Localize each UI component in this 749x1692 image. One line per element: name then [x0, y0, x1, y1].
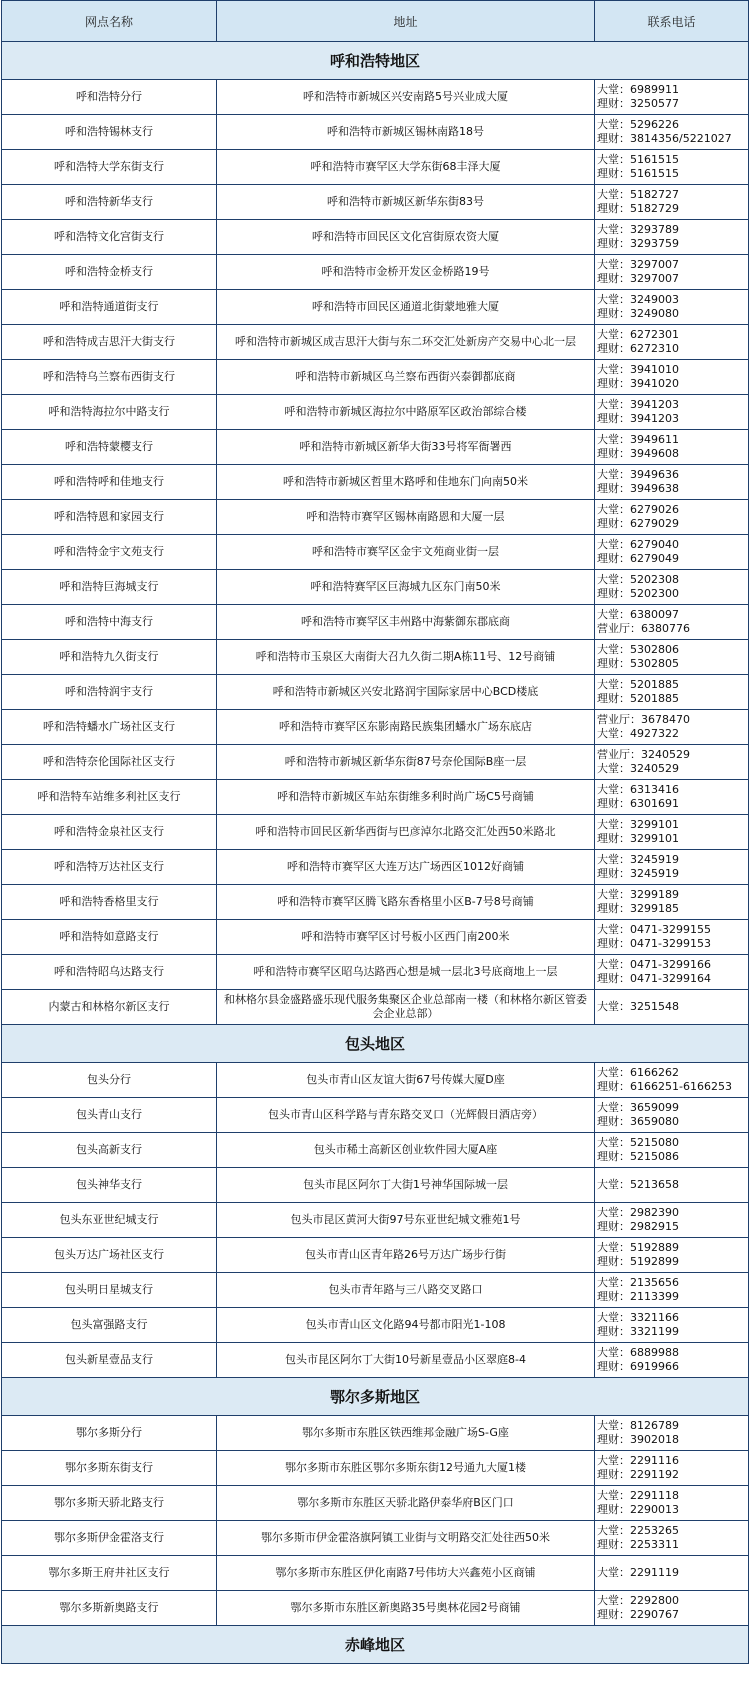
branch-address: 呼和浩特市新城区兴安北路润宇国际家居中心BCD楼底 [217, 675, 595, 710]
table-row [2, 745, 749, 780]
phone-line: 大堂：6279040 [597, 538, 679, 551]
branch-phone [595, 850, 749, 885]
phone-line: 大堂：3245919 [597, 853, 679, 866]
branch-name: 内蒙古和林格尔新区支行 [2, 990, 217, 1025]
branch-address: 包头市昆区阿尔丁大街1号神华国际城一层 [217, 1168, 595, 1203]
phone-line: 大堂：5182727 [597, 188, 679, 201]
branch-phone [595, 885, 749, 920]
table-row [2, 710, 749, 745]
branch-name: 呼和浩特蟠水广场社区支行 [2, 710, 217, 745]
phone-line: 理财：3249080 [597, 307, 679, 320]
branch-address: 包头市青山区青年路26号万达广场步行街 [217, 1238, 595, 1273]
branch-phone [595, 255, 749, 290]
region-title: 呼和浩特地区 [2, 42, 749, 80]
branch-name: 呼和浩特呼和佳地支行 [2, 465, 217, 500]
branch-address: 鄂尔多斯市伊金霍洛旗阿镇工业街与文明路交汇处往西50米 [217, 1521, 595, 1556]
branch-phone [595, 1521, 749, 1556]
phone-line: 大堂：3941203 [597, 398, 679, 411]
branch-name: 呼和浩特车站维多利社区支行 [2, 780, 217, 815]
table-row [2, 1133, 749, 1168]
branch-phone [595, 920, 749, 955]
phone-line: 理财：0471-3299164 [597, 972, 711, 985]
phone-line: 理财：0471-3299153 [597, 937, 711, 950]
table-row [2, 850, 749, 885]
branch-address: 呼和浩特市赛罕区大学东街68丰泽大厦 [217, 150, 595, 185]
table-row [2, 815, 749, 850]
branch-name: 鄂尔多斯王府井社区支行 [2, 1556, 217, 1591]
branch-name: 呼和浩特海拉尔中路支行 [2, 395, 217, 430]
region-row [2, 42, 749, 80]
phone-line: 大堂：3321166 [597, 1311, 679, 1324]
phone-line: 大堂：2292800 [597, 1594, 679, 1607]
table-row [2, 1063, 749, 1098]
phone-line: 大堂：3949611 [597, 433, 679, 446]
branch-name: 包头新星壹品支行 [2, 1343, 217, 1378]
branch-phone [595, 1098, 749, 1133]
branch-address: 包头市青山区友谊大街67号传媒大厦D座 [217, 1063, 595, 1098]
branch-name: 呼和浩特香格里支行 [2, 885, 217, 920]
region-row [2, 1626, 749, 1664]
branch-name: 呼和浩特大学东街支行 [2, 150, 217, 185]
branch-name: 鄂尔多斯伊金霍洛支行 [2, 1521, 217, 1556]
phone-line: 理财：6279029 [597, 517, 679, 530]
region-title: 包头地区 [2, 1025, 749, 1063]
branch-table [1, 0, 749, 1664]
phone-line: 营业厅：6380776 [597, 622, 690, 635]
phone-line: 大堂：2291118 [597, 1489, 679, 1502]
table-row [2, 1451, 749, 1486]
table-row [2, 780, 749, 815]
header-row [2, 1, 749, 42]
phone-line: 理财：6279049 [597, 552, 679, 565]
branch-phone [595, 745, 749, 780]
region-row [2, 1025, 749, 1063]
branch-address: 包头市青山区文化路94号都市阳光1-108 [217, 1308, 595, 1343]
branch-address: 呼和浩特市玉泉区大南街大召九久街二期A栋11号、12号商铺 [217, 640, 595, 675]
branch-address: 呼和浩特市回民区新华西街与巴彦淖尔北路交汇处西50米路北 [217, 815, 595, 850]
branch-phone [595, 1203, 749, 1238]
branch-name: 鄂尔多斯新奥路支行 [2, 1591, 217, 1626]
phone-line: 大堂：5192889 [597, 1241, 679, 1254]
branch-phone [595, 115, 749, 150]
phone-line: 理财：3293759 [597, 237, 679, 250]
branch-phone [595, 1486, 749, 1521]
branch-name: 呼和浩特蒙樱支行 [2, 430, 217, 465]
table-row [2, 1273, 749, 1308]
phone-line: 大堂：5213658 [597, 1178, 679, 1191]
branch-name: 包头东亚世纪城支行 [2, 1203, 217, 1238]
phone-line: 大堂：3297007 [597, 258, 679, 271]
phone-line: 理财：3902018 [597, 1433, 679, 1446]
table-row [2, 325, 749, 360]
phone-line: 大堂：2135656 [597, 1276, 679, 1289]
phone-line: 理财：3250577 [597, 97, 679, 110]
branch-phone [595, 990, 749, 1025]
branch-name: 鄂尔多斯东街支行 [2, 1451, 217, 1486]
branch-phone [595, 1273, 749, 1308]
branch-phone [595, 1556, 749, 1591]
branch-address: 和林格尔县金盛路盛乐现代服务集聚区企业总部南一楼（和林格尔新区管委会企业总部） [217, 990, 595, 1025]
phone-line: 理财：3941203 [597, 412, 679, 425]
table-row [2, 430, 749, 465]
phone-line: 理财：6272310 [597, 342, 679, 355]
branch-phone [595, 535, 749, 570]
branch-address: 呼和浩特市新城区乌兰察布西街兴泰御都底商 [217, 360, 595, 395]
phone-line: 理财：3949638 [597, 482, 679, 495]
table-row [2, 255, 749, 290]
branch-phone [595, 80, 749, 115]
phone-line: 大堂：0471-3299155 [597, 923, 711, 936]
branch-name: 包头万达广场社区支行 [2, 1238, 217, 1273]
table-row [2, 1556, 749, 1591]
table-row [2, 1168, 749, 1203]
branch-name: 呼和浩特万达社区支行 [2, 850, 217, 885]
branch-address: 呼和浩特市新城区兴安南路5号兴业成大厦 [217, 80, 595, 115]
branch-phone [595, 500, 749, 535]
phone-line: 大堂：5161515 [597, 153, 679, 166]
branch-name: 包头青山支行 [2, 1098, 217, 1133]
phone-line: 理财：2290013 [597, 1503, 679, 1516]
branch-name: 呼和浩特润宇支行 [2, 675, 217, 710]
branch-address: 鄂尔多斯市东胜区新奥路35号奥林花园2号商铺 [217, 1591, 595, 1626]
phone-line: 理财：3299185 [597, 902, 679, 915]
table-row [2, 1203, 749, 1238]
phone-line: 大堂：4927322 [597, 727, 679, 740]
table-row [2, 80, 749, 115]
table-row [2, 185, 749, 220]
phone-line: 大堂：5296226 [597, 118, 679, 131]
phone-line: 理财：5201885 [597, 692, 679, 705]
table-row [2, 535, 749, 570]
table-row [2, 885, 749, 920]
phone-line: 理财：6919966 [597, 1360, 679, 1373]
phone-line: 大堂：5215080 [597, 1136, 679, 1149]
branch-name: 呼和浩特锡林支行 [2, 115, 217, 150]
branch-address: 鄂尔多斯市东胜区鄂尔多斯东街12号通九大厦1楼 [217, 1451, 595, 1486]
phone-line: 大堂：6989911 [597, 83, 679, 96]
branch-address: 呼和浩特赛罕区巨海城九区东门南50米 [217, 570, 595, 605]
branch-address: 呼和浩特市新城区海拉尔中路原军区政治部综合楼 [217, 395, 595, 430]
phone-line: 大堂：2253265 [597, 1524, 679, 1537]
phone-line: 大堂：2291119 [597, 1566, 679, 1579]
phone-line: 理财：2113399 [597, 1290, 679, 1303]
branch-address: 呼和浩特市赛罕区腾飞路东香格里小区B-7号8号商铺 [217, 885, 595, 920]
branch-phone [595, 290, 749, 325]
phone-line: 大堂：6380097 [597, 608, 679, 621]
branch-name: 鄂尔多斯分行 [2, 1416, 217, 1451]
branch-phone [595, 1416, 749, 1451]
table-row [2, 1486, 749, 1521]
branch-phone [595, 1063, 749, 1098]
branch-phone [595, 780, 749, 815]
phone-line: 理财：5215086 [597, 1150, 679, 1163]
branch-name: 呼和浩特金宇文苑支行 [2, 535, 217, 570]
branch-phone [595, 1133, 749, 1168]
branch-phone [595, 570, 749, 605]
table-row [2, 1098, 749, 1133]
branch-phone [595, 1451, 749, 1486]
branch-name: 呼和浩特乌兰察布西街支行 [2, 360, 217, 395]
region-row [2, 1378, 749, 1416]
table-row [2, 220, 749, 255]
branch-address: 呼和浩特市新城区新华大街33号将军衙署西 [217, 430, 595, 465]
region-title: 鄂尔多斯地区 [2, 1378, 749, 1416]
phone-line: 大堂：6313416 [597, 783, 679, 796]
branch-name: 呼和浩特金泉社区支行 [2, 815, 217, 850]
branch-phone [595, 605, 749, 640]
phone-line: 理财：5302805 [597, 657, 679, 670]
table-body [2, 42, 749, 1664]
phone-line: 大堂：5201885 [597, 678, 679, 691]
branch-address: 呼和浩特市赛罕区讨号板小区西门南200米 [217, 920, 595, 955]
branch-address: 呼和浩特市赛罕区大连万达广场西区1012好商铺 [217, 850, 595, 885]
branch-address: 呼和浩特市赛罕区锡林南路恩和大厦一层 [217, 500, 595, 535]
table-row [2, 115, 749, 150]
table-row [2, 1416, 749, 1451]
branch-address: 包头市稀土高新区创业软件园大厦A座 [217, 1133, 595, 1168]
table-row [2, 1521, 749, 1556]
branch-name: 呼和浩特巨海城支行 [2, 570, 217, 605]
branch-address: 呼和浩特市回民区通道北街蒙地雅大厦 [217, 290, 595, 325]
branch-phone [595, 150, 749, 185]
branch-address: 呼和浩特市金桥开发区金桥路19号 [217, 255, 595, 290]
table-row [2, 360, 749, 395]
phone-line: 理财：6166251-6166253 [597, 1080, 732, 1093]
table-row [2, 1343, 749, 1378]
table-row [2, 640, 749, 675]
table-row [2, 1238, 749, 1273]
branch-name: 鄂尔多斯天骄北路支行 [2, 1486, 217, 1521]
branch-name: 呼和浩特奈伦国际社区支行 [2, 745, 217, 780]
phone-line: 营业厅：3240529 [597, 748, 690, 761]
phone-line: 大堂：2982390 [597, 1206, 679, 1219]
phone-line: 大堂：5302806 [597, 643, 679, 656]
table-row [2, 150, 749, 185]
branch-address: 呼和浩特市新城区新华东街87号奈伦国际B座一层 [217, 745, 595, 780]
branch-phone [595, 1343, 749, 1378]
phone-line: 大堂：3949636 [597, 468, 679, 481]
branch-name: 呼和浩特通道街支行 [2, 290, 217, 325]
phone-line: 大堂：0471-3299166 [597, 958, 711, 971]
branch-phone [595, 1168, 749, 1203]
branch-name: 呼和浩特成吉思汗大街支行 [2, 325, 217, 360]
table-row [2, 605, 749, 640]
phone-line: 理财：3659080 [597, 1115, 679, 1128]
table-row [2, 465, 749, 500]
branch-address: 鄂尔多斯市东胜区天骄北路伊泰华府B区门口 [217, 1486, 595, 1521]
phone-line: 大堂：2291116 [597, 1454, 679, 1467]
table-row [2, 1591, 749, 1626]
branch-name: 包头高新支行 [2, 1133, 217, 1168]
branch-address: 呼和浩特市回民区文化宫街原农资大厦 [217, 220, 595, 255]
header-address: 地址 [217, 1, 595, 42]
branch-name: 呼和浩特分行 [2, 80, 217, 115]
phone-line: 理财：6301691 [597, 797, 679, 810]
branch-name: 呼和浩特恩和家园支行 [2, 500, 217, 535]
branch-phone [595, 430, 749, 465]
phone-line: 大堂：3299101 [597, 818, 679, 831]
phone-line: 大堂：3240529 [597, 762, 679, 775]
branch-address: 呼和浩特市赛罕区丰州路中海紫御东郡底商 [217, 605, 595, 640]
header-phone: 联系电话 [595, 1, 749, 42]
header-name: 网点名称 [2, 1, 217, 42]
branch-name: 呼和浩特如意路支行 [2, 920, 217, 955]
phone-line: 理财：3949608 [597, 447, 679, 460]
phone-line: 大堂：3941010 [597, 363, 679, 376]
phone-line: 大堂：5202308 [597, 573, 679, 586]
branch-phone [595, 955, 749, 990]
branch-address: 呼和浩特市赛罕区金宇文苑商业街一层 [217, 535, 595, 570]
branch-phone [595, 1591, 749, 1626]
phone-line: 大堂：6272301 [597, 328, 679, 341]
branch-phone [595, 395, 749, 430]
branch-phone [595, 675, 749, 710]
branch-phone [595, 1238, 749, 1273]
branch-address: 鄂尔多斯市东胜区铁西维邦金融广场S-G座 [217, 1416, 595, 1451]
phone-line: 理财：5161515 [597, 167, 679, 180]
phone-line: 理财：5182729 [597, 202, 679, 215]
phone-line: 大堂：3249003 [597, 293, 679, 306]
table-row [2, 570, 749, 605]
phone-line: 大堂：3659099 [597, 1101, 679, 1114]
phone-line: 理财：3297007 [597, 272, 679, 285]
branch-phone [595, 360, 749, 395]
branch-address: 包头市青山区科学路与青东路交叉口（光辉假日酒店旁） [217, 1098, 595, 1133]
table-row [2, 395, 749, 430]
phone-line: 理财：5192899 [597, 1255, 679, 1268]
branch-address: 呼和浩特市新城区哲里木路呼和佳地东门向南50米 [217, 465, 595, 500]
branch-name: 呼和浩特昭乌达路支行 [2, 955, 217, 990]
phone-line: 理财：3321199 [597, 1325, 679, 1338]
phone-line: 理财：3941020 [597, 377, 679, 390]
phone-line: 营业厅：3678470 [597, 713, 690, 726]
branch-phone [595, 815, 749, 850]
phone-line: 大堂：3293789 [597, 223, 679, 236]
branch-address: 包头市昆区黄河大街97号东亚世纪城文雅苑1号 [217, 1203, 595, 1238]
table-row [2, 500, 749, 535]
phone-line: 大堂：6279026 [597, 503, 679, 516]
table-row [2, 1308, 749, 1343]
phone-line: 理财：3245919 [597, 867, 679, 880]
phone-line: 理财：3299101 [597, 832, 679, 845]
table-row [2, 675, 749, 710]
branch-name: 包头富强路支行 [2, 1308, 217, 1343]
branch-address: 呼和浩特市新城区锡林南路18号 [217, 115, 595, 150]
branch-address: 包头市昆区阿尔丁大街10号新星壹品小区翠庭8-4 [217, 1343, 595, 1378]
branch-name: 呼和浩特金桥支行 [2, 255, 217, 290]
branch-address: 呼和浩特市赛罕区昭乌达路西心想是城一层北3号底商地上一层 [217, 955, 595, 990]
table-row [2, 920, 749, 955]
branch-name: 包头神华支行 [2, 1168, 217, 1203]
branch-name: 包头明日星城支行 [2, 1273, 217, 1308]
branch-address: 呼和浩特市新城区车站东街维多利时尚广场C5号商铺 [217, 780, 595, 815]
phone-line: 理财：2982915 [597, 1220, 679, 1233]
branch-name: 呼和浩特新华支行 [2, 185, 217, 220]
branch-name: 呼和浩特中海支行 [2, 605, 217, 640]
branch-phone [595, 710, 749, 745]
table-row [2, 990, 749, 1025]
branch-name: 呼和浩特文化宫街支行 [2, 220, 217, 255]
region-title: 赤峰地区 [2, 1626, 749, 1664]
phone-line: 理财：2290767 [597, 1608, 679, 1621]
branch-phone [595, 640, 749, 675]
phone-line: 理财：5202300 [597, 587, 679, 600]
phone-line: 大堂：6889988 [597, 1346, 679, 1359]
phone-line: 大堂：3299189 [597, 888, 679, 901]
branch-address: 呼和浩特市新城区新华东街83号 [217, 185, 595, 220]
table-row [2, 290, 749, 325]
phone-line: 理财：2291192 [597, 1468, 679, 1481]
branch-address: 包头市青年路与三八路交叉路口 [217, 1273, 595, 1308]
branch-address: 呼和浩特市新城区成吉思汗大街与东二环交汇处新房产交易中心北一层 [217, 325, 595, 360]
branch-name: 呼和浩特九久街支行 [2, 640, 217, 675]
phone-line: 理财：2253311 [597, 1538, 679, 1551]
branch-phone [595, 465, 749, 500]
phone-line: 大堂：6166262 [597, 1066, 679, 1079]
phone-line: 大堂：8126789 [597, 1419, 679, 1432]
phone-line: 理财：3814356/5221027 [597, 132, 732, 145]
branch-address: 鄂尔多斯市东胜区伊化南路7号伟坊大兴鑫苑小区商铺 [217, 1556, 595, 1591]
branch-phone [595, 185, 749, 220]
branch-address: 呼和浩特市赛罕区东影南路民族集团蟠水广场东底店 [217, 710, 595, 745]
phone-line: 大堂：3251548 [597, 1000, 679, 1013]
branch-phone [595, 1308, 749, 1343]
branch-phone [595, 325, 749, 360]
branch-phone [595, 220, 749, 255]
branch-name: 包头分行 [2, 1063, 217, 1098]
table-row [2, 955, 749, 990]
